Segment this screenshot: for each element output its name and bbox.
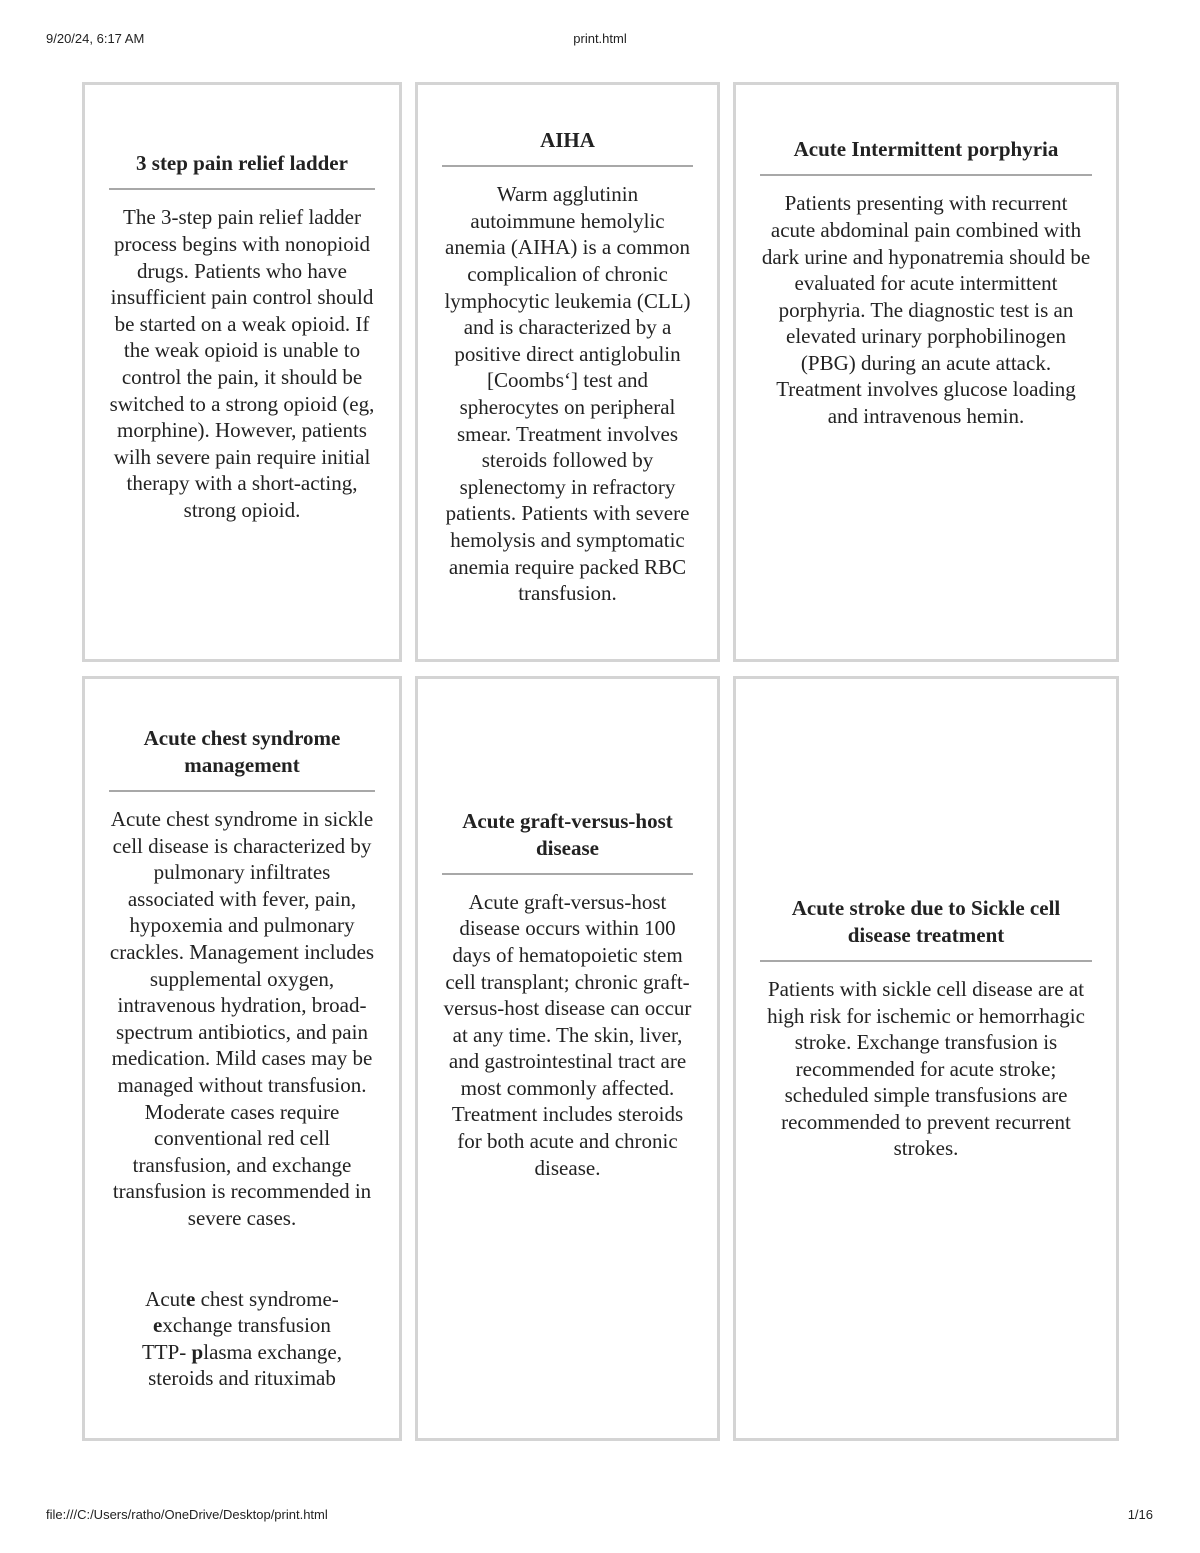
flashcard-acute-stroke-sickle-cell xyxy=(733,676,1119,1441)
note-text: lasma exchange, xyxy=(203,1339,343,1364)
flashcard-aiha xyxy=(415,82,720,662)
print-header xyxy=(0,31,1200,49)
note-bold-letter: p xyxy=(191,1339,204,1364)
print-footer xyxy=(0,1507,1200,1525)
card-body: Warm agglutinin autoimmune hemolylic anemia (AIHA) is a common complicalion of chronic lymphocytic leukemia (CLL) and is characterized by a positive direct antiglobulin [Coombs‘] test and spherocytes on peripheral smear. Treatment involves steroids followed by splenectomy in refractory patients. Patients with severe hemolysis and symptomatic anemia require packed RBC transfusion. xyxy=(444,182,691,606)
card-divider xyxy=(442,873,693,875)
print-page-number: 1/16 xyxy=(1127,1507,1153,1522)
card-mnemonic-note xyxy=(142,1286,342,1392)
card-divider xyxy=(760,960,1092,962)
note-text: TTP- xyxy=(141,1339,192,1364)
card-body: Patients with sickle cell disease are at high risk for ischemic or hemorrhagic stroke. Exchange transfusion is recommended for acute stroke; scheduled simple transfusions are recommended to prevent recurrent strokes. xyxy=(767,976,1085,1161)
note-text: Acut xyxy=(145,1286,186,1311)
card-body: Patients presenting with recurrent acute abdominal pain combined with dark urine and hyponatremia should be evaluated for acute intermittent porphyria. The diagnostic test is an elevated urinary porphobilinogen (PBG) during an acute attack. Treatment involves glucose loading and intravenous hemin. xyxy=(761,191,1091,429)
flashcard-pain-relief-ladder xyxy=(82,82,402,662)
print-page-title: print.html xyxy=(573,31,627,46)
note-bold-letter: e xyxy=(153,1313,163,1338)
card-body: Acute chest syndrome in sickle cell disease is characterized by pulmonary infiltrates associated with fever, pain, hypoxemia and pulmonary crackles. Management includes supplemental oxygen, intravenous hydration, broad-spectrum antibiotics, and pain medication. Mild cases may be managed without transfusion. Moderate cases require conventional red cell transfusion, and exchange transfusion is recommended in severe cases. xyxy=(109,807,375,1230)
card-title: Acute graft-versus-host disease xyxy=(462,808,673,860)
card-body: Acute graft-versus-host disease occurs within 100 days of hematopoietic stem cell transplant; chronic graft-versus-host disease can occur at any time. The skin, liver, and gastrointestinal tract are most commonly affected. Treatment includes steroids for both acute and chronic disease. xyxy=(443,889,692,1180)
card-title: 3 step pain relief ladder xyxy=(136,151,348,176)
note-bold-letter: e xyxy=(186,1286,196,1311)
note-text: xchange transfusion xyxy=(162,1313,331,1338)
card-divider xyxy=(760,174,1092,176)
card-title: Acute chest syndrome management xyxy=(143,726,341,778)
print-file-path: file:///C:/Users/ratho/OneDrive/Desktop/print.html xyxy=(46,1507,328,1522)
card-divider xyxy=(442,165,693,167)
card-title: Acute Intermittent porphyria xyxy=(793,137,1059,162)
flashcard-acute-intermittent-porphyria xyxy=(733,82,1119,662)
card-divider xyxy=(109,188,375,190)
flashcard-acute-chest-syndrome xyxy=(82,676,402,1441)
flashcard-acute-gvhd xyxy=(415,676,720,1441)
print-datetime: 9/20/24, 6:17 AM xyxy=(46,31,145,46)
note-text: chest syndrome- xyxy=(195,1286,339,1311)
card-title: Acute stroke due to Sickle cell disease treatment xyxy=(791,895,1061,947)
note-text: steroids and rituximab xyxy=(148,1366,336,1391)
card-title: AIHA xyxy=(540,128,595,153)
card-body: The 3-step pain relief ladder process begins with nonopioid drugs. Patients who have insufficient pain control should be started on a weak opioid. If the weak opioid is unable to control the pain, it should be switched to a strong opioid (eg, morphine). However, patients wilh severe pain require initial therapy with a short-acting, strong opioid. xyxy=(109,205,375,522)
card-divider xyxy=(109,790,375,792)
